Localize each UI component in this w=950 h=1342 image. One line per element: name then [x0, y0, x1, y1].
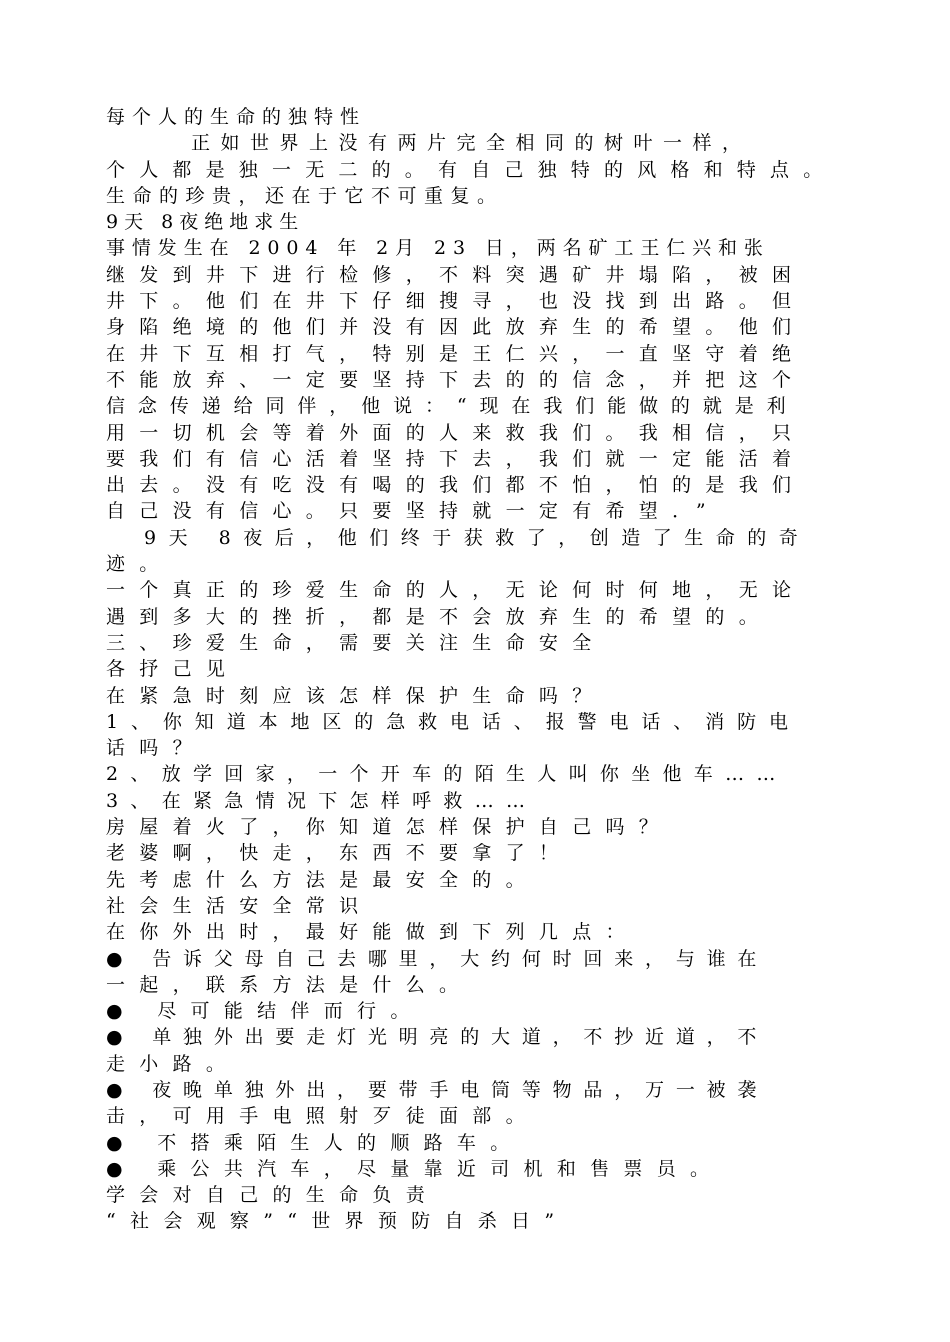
bullet-continuation: 击，可用手电照射歹徒面部。 — [106, 1105, 539, 1128]
paragraph-line: 生命的珍贵，还在于它不可重复。 — [106, 184, 504, 207]
question-line: 1、你知道本地区的急救电话、报警电话、消防电 — [106, 710, 801, 733]
paragraph-line: 井下。他们在井下仔细搜寻，也没找到出路。但 — [106, 290, 806, 313]
paragraph-line: 身陷绝境的他们并没有因此放弃生的希望。他们 — [106, 316, 806, 339]
paragraph-line: “社会观察”“世界预防自杀日” — [106, 1210, 569, 1233]
paragraph-line: 房屋着火了，你知道怎样保护自己吗？ — [106, 816, 673, 839]
bullet-item: ● 不搭乘陌生人的顺路车。 — [106, 1131, 524, 1154]
paragraph-line: 事情发生在 2004 年 2月 23 日，两名矿工王仁兴和张 — [106, 237, 770, 260]
question-line: 在紧急时刻应该怎样保护生命吗？ — [106, 684, 606, 707]
paragraph-line: 先考虑什么方法是最安全的。 — [106, 868, 539, 891]
subheading-responsibility: 学会对自己的生命负责 — [106, 1184, 440, 1207]
bullet-continuation: 走小路。 — [106, 1052, 240, 1075]
subheading-opinions: 各抒己见 — [106, 658, 240, 681]
paragraph-line: 正如世界上没有两片完全相同的树叶一样， — [191, 132, 752, 155]
paragraph-line: 老婆啊，快走，东西不要拿了！ — [106, 842, 573, 865]
bullet-item: ● 夜晚单独外出，要带手电筒等物品，万一被袭 — [106, 1078, 769, 1101]
heading-uniqueness: 每个人的生命的独特性 — [106, 106, 367, 128]
paragraph-line: 在井下互相打气，特别是王仁兴，一直坚守着绝 — [106, 342, 806, 365]
heading-survival: 9天 8夜绝地求生 — [106, 211, 305, 234]
subheading-safety-knowledge: 社会生活安全常识 — [106, 894, 373, 917]
paragraph-line: 在你外出时，最好能做到下列几点： — [106, 921, 639, 944]
paragraph-line: 迹。 — [106, 553, 173, 576]
bullet-item: ● 单独外出要走灯光明亮的大道，不抄近道，不 — [106, 1026, 769, 1049]
paragraph-line: 信念传递给同伴，他说：“现在我们能做的就是利 — [106, 395, 799, 418]
bullet-item: ● 告诉父母自己去哪里，大约何时回来，与谁在 — [106, 947, 769, 970]
question-line: 3、在紧急情况下怎样呼救…… — [106, 789, 538, 812]
paragraph-line: 一个真正的珍爱生命的人，无论何时何地，无论 — [106, 579, 806, 602]
question-line: 话吗？ — [106, 737, 206, 760]
paragraph-line: 用一切机会等着外面的人来救我们。我相信，只 — [106, 421, 806, 444]
bullet-item: ● 乘公共汽车，尽量靠近司机和售票员。 — [106, 1157, 724, 1180]
paragraph-line: 要我们有信心活着坚持下去，我们就一定能活着 — [106, 447, 806, 470]
paragraph-line: 继发到井下进行检修，不料突遇矿井塌陷，被困 — [106, 263, 806, 286]
section-heading-safety: 三、珍爱生命，需要关注生命安全 — [106, 631, 606, 654]
paragraph-line: 个人都是独一无二的。有自己独特的风格和特点。 — [106, 158, 837, 181]
question-line: 2、放学回家，一个开车的陌生人叫你坐他车…… — [106, 763, 788, 786]
bullet-item: ● 尽可能结伴而行。 — [106, 1000, 424, 1023]
document-page — [106, 104, 836, 1235]
bullet-continuation: 一起，联系方法是什么。 — [106, 973, 473, 996]
paragraph-line: 9天 8夜后，他们终于获救了，创造了生命的奇 — [144, 526, 811, 549]
paragraph-line: 遇到多大的挫折，都是不会放弃生的希望的。 — [106, 605, 773, 628]
paragraph-line: 出去。没有吃没有喝的我们都不怕，怕的是我们 — [106, 474, 806, 497]
paragraph-line: 不能放弃、一定要坚持下去的的信念，并把这个 — [106, 368, 806, 391]
paragraph-line: 自己没有信心。只要坚持就一定有希望．” — [106, 500, 720, 523]
